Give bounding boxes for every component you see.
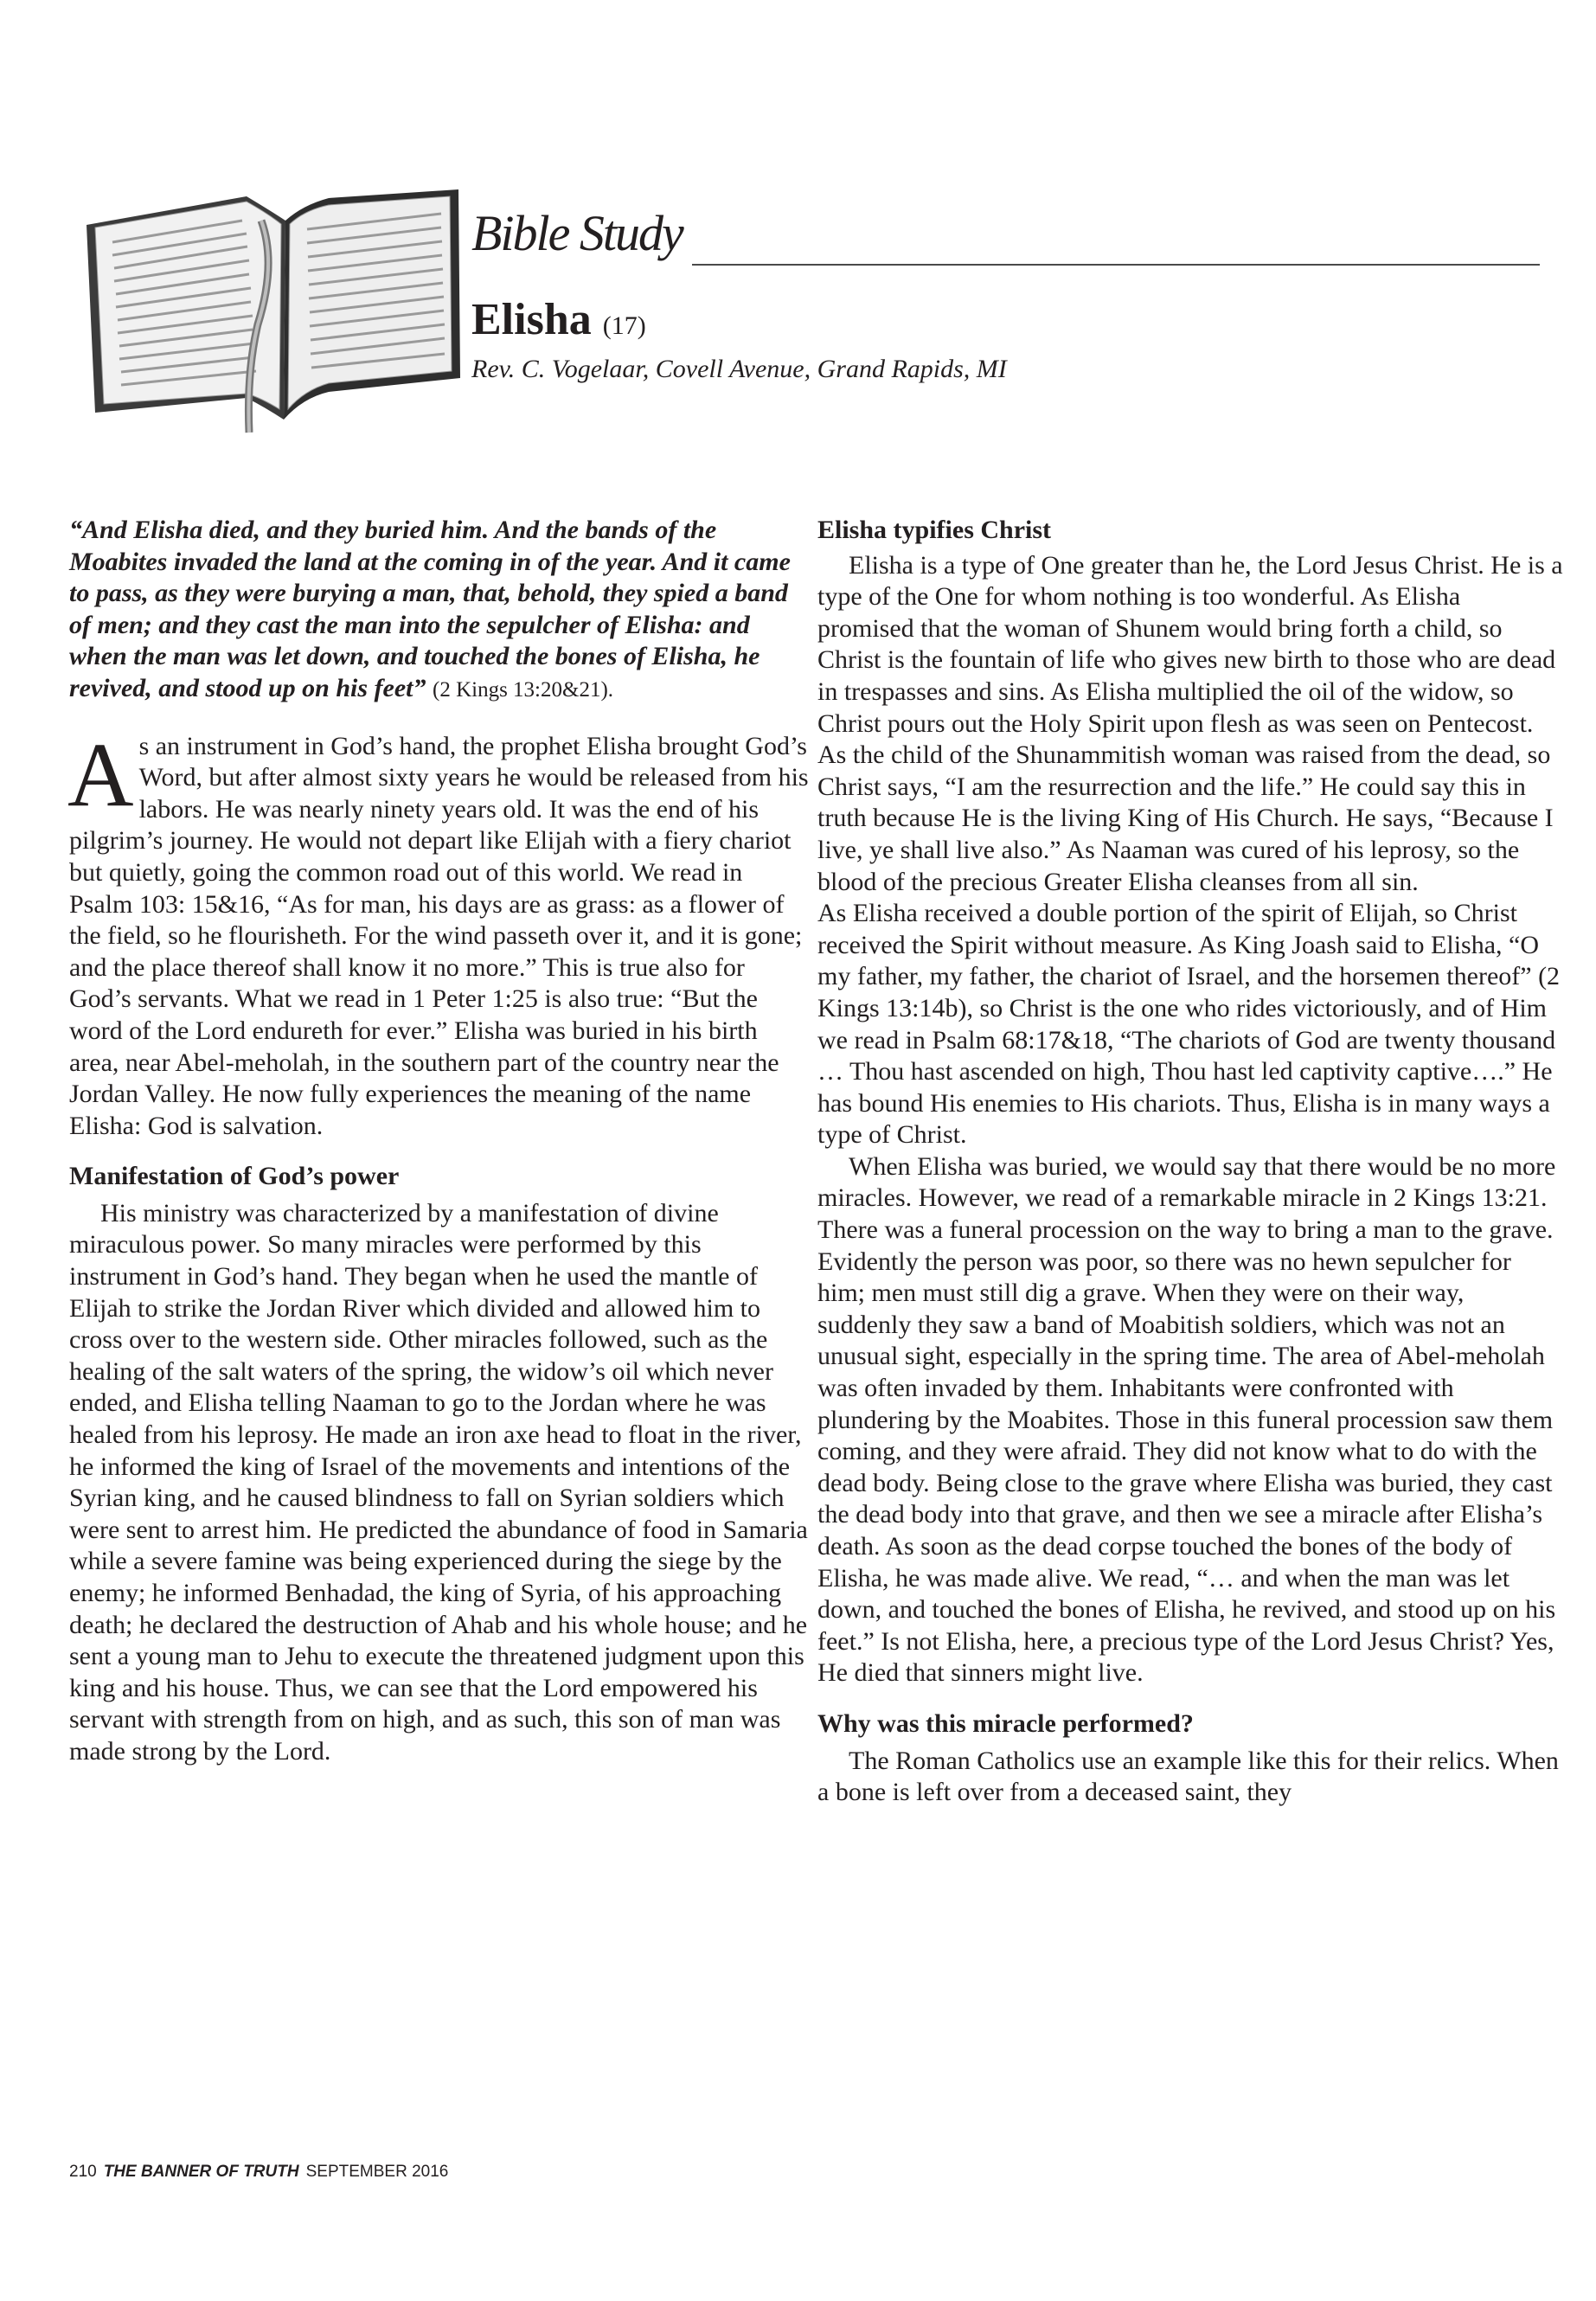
paragraph-burial-miracle: When Elisha was buried, we would say that there would be no more miracles. However, we read of a remarkable miracle in 2 Kings 13:21. There was a funeral procession on the way to bring a man to the grave. Evidently the person was poor, so there was no hewn sepulcher for him; men must still dig a grave. When they were on their way, suddenly they saw a band of Moabitish soldiers, which was not an unusual sight, especially in the spring time. The area of Abel-meholah was often invaded by them. Inhabitants were confronted with plundering by the Moabites. Those in this funeral procession saw them coming, and they were afraid. They did not know what to do with the dead body. Being close to the grave where Elisha was buried, they cast the dead body into that grave, and then we see a miracle after Elisha’s death. As soon as the dead corpse touched the bones of the body of Elisha, he was made alive. We read, “… and when the man was let down, and touched the bones of Elisha, he revived, and stood up on his feet.” Is not Elisha, here, a precious type of the Lord Jesus Christ? Yes, He died that sinners might live.: [817, 1151, 1556, 1688]
magazine-name: THE BANNER OF TRUTH: [103, 2163, 299, 2181]
epigraph-text: “And Elisha died, and they buried him. And the bands of the Moabites invaded the land at the coming in of the year. And it came to pass, as they were burying a man, that, behold, they spied a band of men; and they cast the man into the sepulcher of Elisha: and when the man was let down, and touched the bones of Elisha, he revived, and stood up on his feet”: [69, 516, 791, 702]
paragraph-double-portion: As Elisha received a double portion of the spirit of Elijah, so Christ received the Spirit without measure. As King Joash said to Elisha, “O my father, my father, the chariot of Israel, and the horsemen thereof” (2 Kings 13:14b), so Christ is the one who rides victoriously, and of Him we read in Psalm 68:17&18, “The chariots of God are twenty thousand … Thou hast ascended on high, Thou hast led captivity captive….” He has bound His enemies to His chariots. Thus, Elisha is in many ways a type of Christ.: [817, 899, 1561, 1150]
article-part-number: (17): [602, 311, 646, 340]
left-column: [69, 515, 809, 1768]
article-title-text: Elisha: [471, 295, 592, 344]
paragraph-ministry: His ministry was characterized by a manifestation of divine miraculous power. So many miracles were performed by this instrument in God’s hand. They began when he used the mantle of Elijah to strike the Jordan River which divided and allowed him to cross over to the western side. Other miracles followed, such as the healing of the salt waters of the spring, the widow’s oil which never ended, and Elisha telling Naaman to go to the Jordan where he was healed from his leprosy. He made an iron axe head to float in the river, he informed the king of Israel of the movements and intentions of the Syrian king, and he caused blindness to fall on Syrian soldiers which were sent to arrest him. He predicted the abundance of food in Samaria while a severe famine was being experienced during the siege by the enemy; he informed Benhadad, the king of Syria, of his approaching death; he declared the destruction of Ahab and his whole house; and he sent a young man to Jehu to execute the threatened judgment upon this king and his house. Thus, we can see that the Lord empowered his servant with strength from on high, and as such, this son of man was made strong by the Lord.: [69, 1198, 808, 1766]
section-title: Bible Study: [471, 205, 683, 261]
epigraph-reference: (2 Kings 13:20&21).: [433, 677, 614, 702]
drop-cap: A: [67, 723, 134, 825]
article-title: [471, 294, 646, 345]
page-number: 210: [69, 2163, 97, 2181]
intro-paragraph-text: s an instrument in God’s hand, the prophet Elisha brought God’s Word, but after almost sixty years he would be released from his labors. He was nearly ninety years old. It was the end of his pilgrim’s journey. He would not depart like Elijah with a fiery chariot but quietly, going the common road out of this world. We read in Psalm 103: 15&16, “As for man, his days are as grass: as a flower of the field, so he flourisheth. For the wind passeth over it, and it is gone; and the place thereof shall know it no more.” This is true also for God’s servants. What we read in 1 Peter 1:25 is also true: “But the word of the Lord endureth for ever.” Elisha was buried in his birth area, near Abel-meholah, in the southern part of the country near the Jordan Valley. He now fully experiences the meaning of the name Elisha: God is salvation.: [69, 731, 809, 1140]
heading-why-miracle: Why was this miracle performed?: [817, 1708, 1194, 1738]
epigraph: [69, 515, 809, 707]
intro-paragraph: [67, 723, 809, 1143]
article-header: [0, 0, 1596, 484]
author-line: Rev. C. Vogelaar, Covell Avenue, Grand Rapids, MI: [471, 355, 1007, 383]
right-column: [817, 515, 1563, 1809]
issue-date: SEPTEMBER 2016: [305, 2163, 449, 2181]
title-rule: [692, 264, 1540, 266]
open-bible-icon: [69, 186, 476, 437]
heading-typifies-christ: Elisha typifies Christ: [817, 516, 1052, 544]
heading-manifestation: Manifestation of God’s power: [69, 1162, 400, 1191]
paragraph-relics: The Roman Catholics use an example like this for their relics. When a bone is left over from a deceased saint, they: [817, 1746, 1559, 1807]
page-footer: [69, 2163, 448, 2182]
paragraph-type: Elisha is a type of One greater than he, the Lord Jesus Christ. He is a type of the One for whom nothing is too wonderful. As Elisha promised that the woman of Shunem would bring forth a child, so Christ is the fountain of life who gives new birth to those who are dead in trespasses and sins. As Elisha multiplied the oil of the widow, so Christ pours out the Holy Spirit upon flesh as was seen on Pentecost. As the child of the Shunammitish woman was raised from the dead, so Christ says, “I am the resurrection and the life.” He could say this in truth because He is the living King of His Church. He says, “Because I live, ye shall live also.” As Naaman was cured of his leprosy, so the blood of the precious Greater Elisha cleanses from all sin.: [817, 550, 1563, 896]
